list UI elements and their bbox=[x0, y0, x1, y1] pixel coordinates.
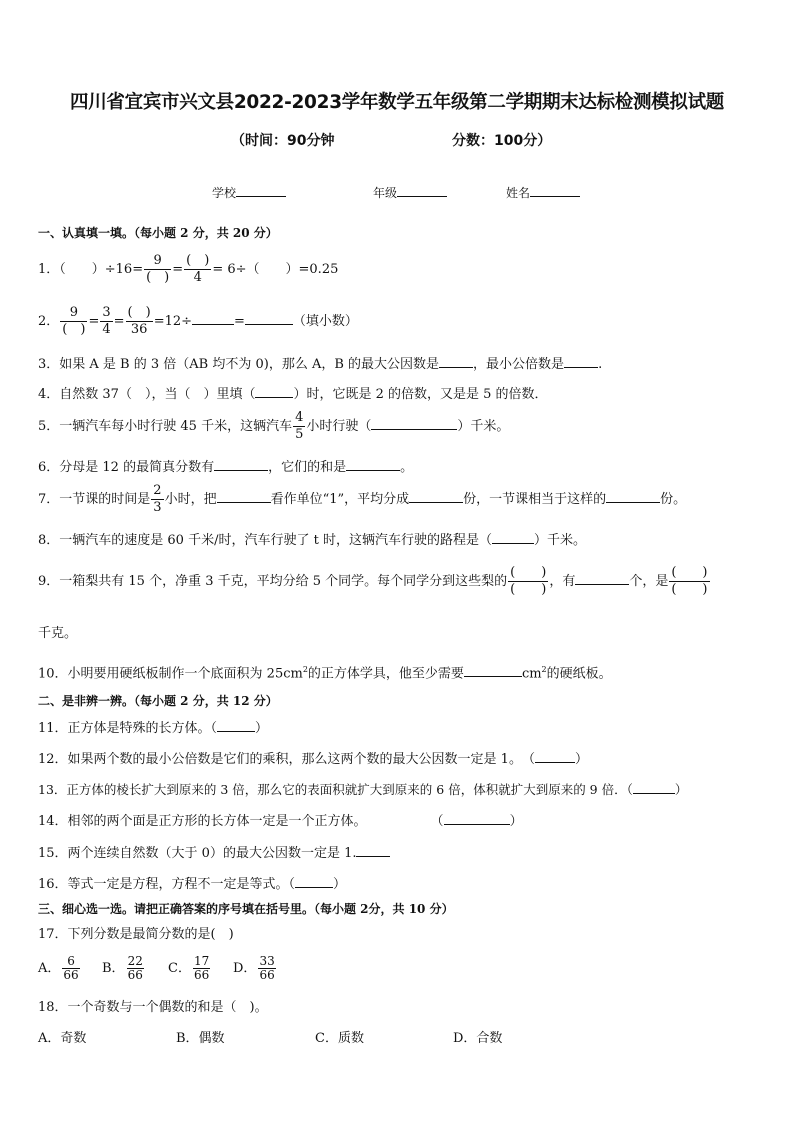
answer-blank[interactable] bbox=[535, 749, 575, 763]
question-9: 9．一箱梨共有 15 个，净重 3 千克，平均分给 5 个同学。每个同学分到这些梨的 $\frac{( )}{( )}$ ，有 个，是 $\frac{( )}{( )}$ bbox=[38, 565, 708, 597]
fraction: $\frac{4}{5}$ bbox=[295, 410, 304, 442]
question-13: 13．正方体的棱长扩大到原来的 3 倍，那么它的表面积就扩大到原来的 6 倍，体积就扩大到原来的 9 倍．（ ） bbox=[38, 782, 688, 797]
fraction: $\frac{( )}{( )}$ bbox=[510, 565, 547, 597]
q18-option-d[interactable]: D．合数 bbox=[453, 1031, 503, 1046]
question-1: 1．（ ）÷16= $\frac{9}{( )}$ = $\frac{( )}{4}$ = 6÷（ ）=0.25 bbox=[38, 253, 339, 285]
name-field[interactable] bbox=[506, 183, 580, 201]
answer-blank[interactable] bbox=[295, 874, 333, 888]
q17-option-a[interactable]: A． $\frac{6}{66}$ bbox=[38, 954, 79, 982]
q18-option-a[interactable]: A．奇数 bbox=[38, 1031, 87, 1046]
section-3-heading: 三、细心选一选。请把正确答案的序号填在括号里。（每小题 2分，共 10 分） bbox=[38, 902, 454, 916]
q17-option-d[interactable]: D． $\frac{33}{66}$ bbox=[233, 954, 275, 982]
answer-blank[interactable] bbox=[492, 530, 534, 544]
answer-blank[interactable] bbox=[192, 311, 234, 325]
fraction: $\frac{9}{( )}$ bbox=[146, 253, 170, 285]
question-12: 12．如果两个数的最小公倍数是它们的乘积，那么这两个数的最大公因数一定是 1。 （ ） bbox=[38, 749, 588, 769]
answer-blank[interactable] bbox=[214, 457, 268, 471]
fraction: $\frac{( )}{( )}$ bbox=[671, 565, 708, 597]
answer-blank[interactable] bbox=[245, 311, 293, 325]
grade-label: 年级 bbox=[373, 186, 398, 200]
exam-time: （时间：90分钟 bbox=[231, 133, 335, 149]
question-16: 16．等式一定是方程，方程不一定是等式。（ ） bbox=[38, 874, 346, 894]
q18-option-c[interactable]: C．质数 bbox=[315, 1031, 364, 1046]
fraction: $\frac{3}{4}$ bbox=[102, 305, 111, 337]
answer-blank[interactable] bbox=[606, 489, 660, 503]
question-9-continuation: 千克。 bbox=[38, 626, 78, 641]
question-14: 14．相邻的两个面是正方形的长方体一定是一个正方体。 （ ） bbox=[38, 811, 523, 831]
fraction: $\frac{17}{66}$ bbox=[193, 954, 210, 982]
answer-blank[interactable] bbox=[564, 354, 598, 368]
fraction: $\frac{33}{66}$ bbox=[259, 954, 275, 982]
page-title: 四川省宜宾市兴文县2022-2023学年数学五年级第二学期期末达标检测模拟试题 bbox=[70, 92, 724, 113]
answer-blank[interactable] bbox=[444, 811, 510, 825]
fraction: $\frac{( )}{36}$ bbox=[127, 305, 151, 337]
answer-blank[interactable] bbox=[633, 780, 675, 794]
answer-blank[interactable] bbox=[217, 489, 271, 503]
name-label: 姓名 bbox=[506, 186, 531, 200]
question-17: 17．下列分数是最简分数的是( ) bbox=[38, 927, 234, 942]
q17-option-c[interactable]: C． $\frac{17}{66}$ bbox=[168, 954, 210, 982]
school-label: 学校 bbox=[212, 186, 237, 200]
fraction: $\frac{2}{3}$ bbox=[153, 483, 162, 515]
school-field[interactable] bbox=[212, 183, 286, 201]
answer-blank[interactable] bbox=[255, 384, 293, 398]
answer-blank[interactable] bbox=[371, 416, 457, 430]
question-11: 11．正方体是特殊的长方体。（ ） bbox=[38, 718, 268, 738]
question-15: 15．两个连续自然数（大于 0）的最大公因数一定是 1. bbox=[38, 843, 390, 863]
q18-option-b[interactable]: B．偶数 bbox=[176, 1031, 225, 1046]
grade-field[interactable] bbox=[373, 183, 447, 201]
answer-blank[interactable] bbox=[217, 718, 255, 732]
fraction: $\frac{22}{66}$ bbox=[127, 954, 143, 982]
answer-blank[interactable] bbox=[346, 457, 400, 471]
exam-score: 分数：100分） bbox=[452, 133, 552, 149]
answer-blank[interactable] bbox=[575, 571, 629, 585]
question-6: 6．分母是 12 的最简真分数有 ，它们的和是 。 bbox=[38, 457, 413, 477]
fraction: $\frac{9}{( )}$ bbox=[62, 305, 86, 337]
answer-blank[interactable] bbox=[464, 663, 522, 677]
question-10: 10．小明要用硬纸板制作一个底面积为 $25cm^2$的正方体学具，他至少需要 $cm^2$的硬纸板。 bbox=[38, 665, 612, 682]
question-4: 4．自然数 37（ ），当（ ）里填（ ）时，它既是 2 的倍数，又是是 5 的倍数． bbox=[38, 384, 548, 404]
section-2-heading: 二、是非辨一辨。（每小题 2 分，共 12 分） bbox=[38, 694, 278, 708]
fraction: $\frac{( )}{4}$ bbox=[186, 253, 210, 285]
question-18: 18．一个奇数与一个偶数的和是（ )。 bbox=[38, 1000, 268, 1015]
answer-blank[interactable] bbox=[409, 489, 463, 503]
question-3: 3．如果 A 是 B 的 3 倍（AB 均不为 0)，那么 A，B 的最大公因数是 ，最小公倍数是 . bbox=[38, 354, 602, 374]
question-7: 7．一节课的时间是 $\frac{2}{3}$ 小时，把 看作单位“1”，平均分成 份，一节课相当于这样的 份。 bbox=[38, 483, 687, 515]
section-1-heading: 一、认真填一填。（每小题 2 分，共 20 分） bbox=[38, 226, 278, 240]
q17-option-b[interactable]: B． $\frac{22}{66}$ bbox=[102, 954, 143, 982]
question-5: 5．一辆汽车每小时行驶 45 千米，这辆汽车 $\frac{4}{5}$ 小时行驶（ ）千米。 bbox=[38, 410, 510, 442]
answer-blank[interactable] bbox=[356, 843, 390, 857]
answer-blank[interactable] bbox=[439, 354, 473, 368]
question-8: 8．一辆汽车的速度是 60 千米/时，汽车行驶了 t 时，这辆汽车行驶的路程是（ ）千米。 bbox=[38, 530, 586, 550]
fraction: $\frac{6}{66}$ bbox=[63, 954, 79, 982]
question-2: 2． $\frac{9}{( )}$ = $\frac{3}{4}$ = $\frac{( )}{36}$ =12÷ = （填小数） bbox=[38, 305, 358, 337]
